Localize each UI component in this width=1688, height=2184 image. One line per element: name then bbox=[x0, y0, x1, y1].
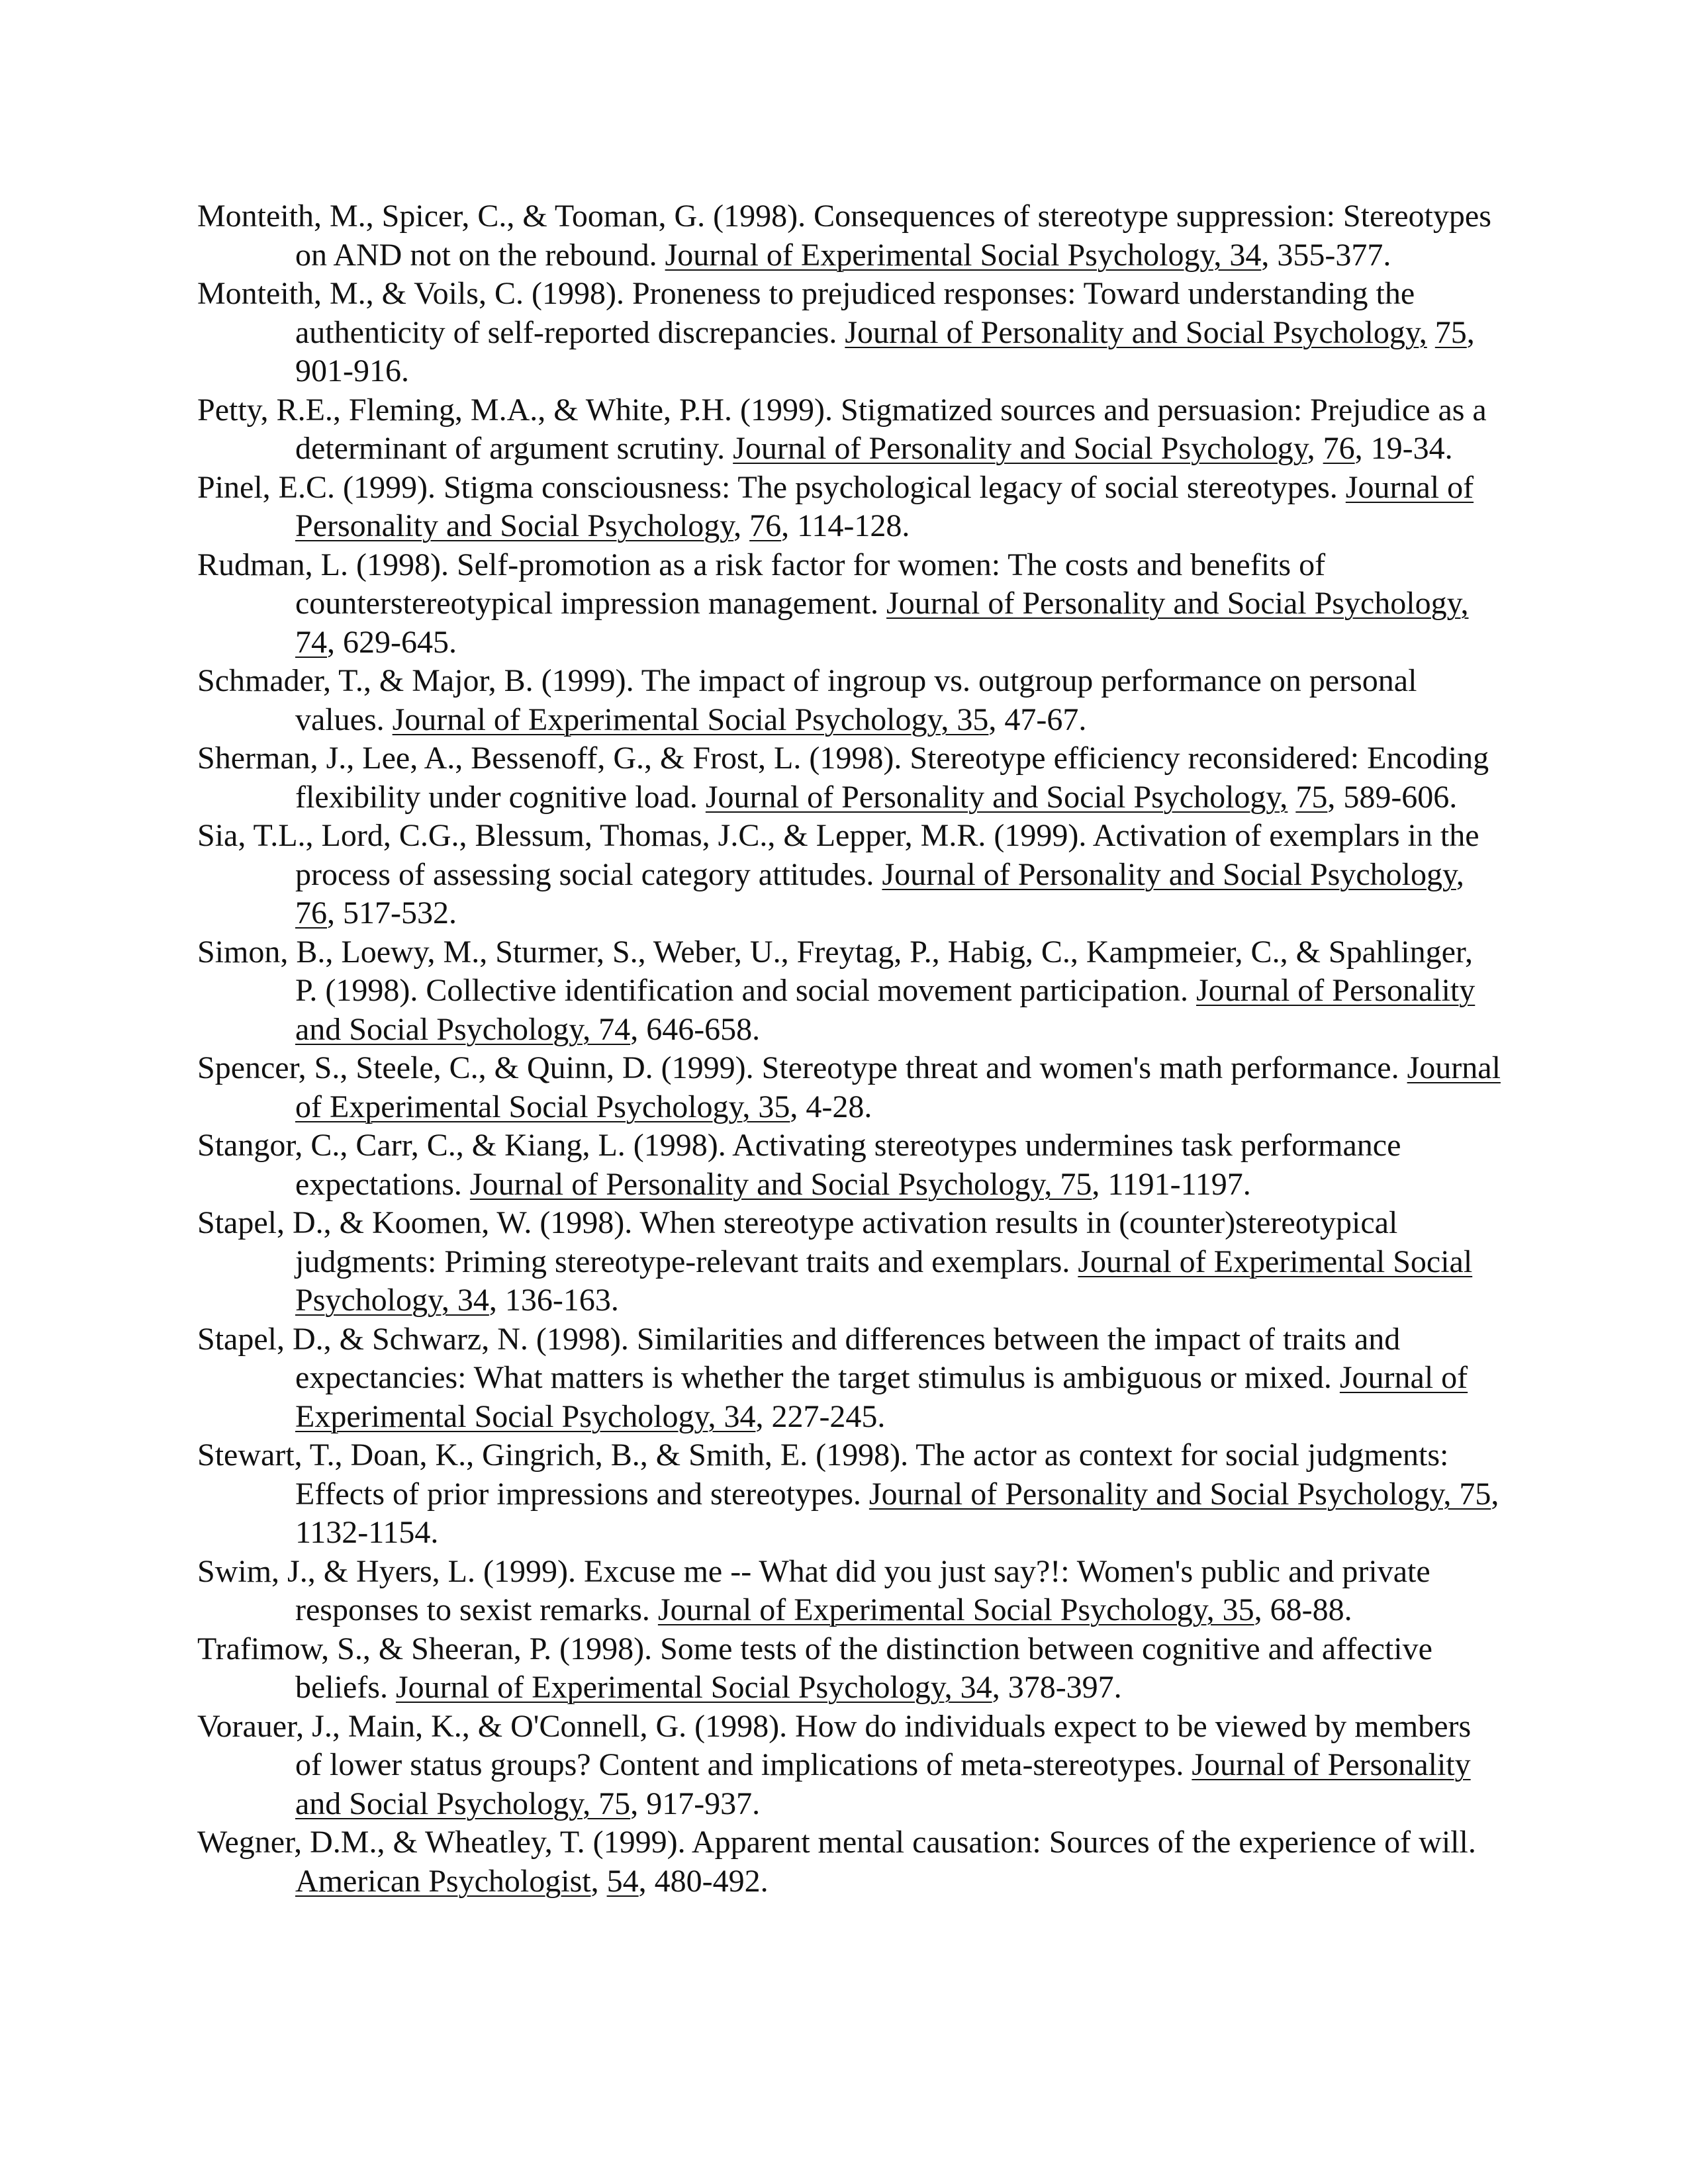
reference-text: Stangor, C., Carr, C., & Kiang, L. (1998). Activating stereotypes undermines task performance expectations. bbox=[197, 1128, 1401, 1202]
journal-volume: 54 bbox=[606, 1863, 639, 1899]
reference-entry bbox=[197, 662, 1501, 739]
reference-pages: , 114-128. bbox=[781, 508, 910, 543]
reference-text: Simon, B., Loewy, M., Sturmer, S., Weber, U., Freytag, P., Habig, C., Kampmeier, C., & Spahlinger, P. (1998). Collective identification and social movement participation. bbox=[197, 934, 1473, 1008]
reference-entry bbox=[197, 1204, 1501, 1320]
journal-title: Journal of Experimental Social Psychology, 35 bbox=[392, 702, 989, 737]
reference-text: Rudman, L. (1998). Self-promotion as a risk factor for women: The costs and benefits of counterstereotypical impression management. bbox=[197, 547, 1326, 621]
reference-entry bbox=[197, 1630, 1501, 1707]
reference-pages: , 68-88. bbox=[1254, 1592, 1352, 1627]
reference-text: Monteith, M., Spicer, C., & Tooman, G. (1998). Consequences of stereotype suppression: Stereotypes on AND not on the rebound. bbox=[197, 199, 1491, 273]
reference-entry bbox=[197, 275, 1501, 391]
reference-separator bbox=[1288, 780, 1295, 815]
journal-title: Journal of Personality and Social Psychology, 74 bbox=[295, 586, 1469, 660]
reference-text: Stewart, T., Doan, K., Gingrich, B., & Smith, E. (1998). The actor as context for social judgments: Effects of prior impressions and stereotypes. bbox=[197, 1437, 1449, 1512]
reference-pages: , 480-492. bbox=[638, 1863, 769, 1899]
reference-entry bbox=[197, 739, 1501, 817]
journal-title: Journal of Experimental Social Psychology, 35 bbox=[295, 1050, 1501, 1124]
reference-text: Vorauer, J., Main, K., & O'Connell, G. (1998). How do individuals expect to be viewed by members of lower status groups? Content and implications of meta-stereotypes. bbox=[197, 1708, 1472, 1782]
reference-entry bbox=[197, 1823, 1501, 1901]
reference-entry bbox=[197, 1049, 1501, 1126]
journal-title: Journal of Personality and Social Psychology, 75 bbox=[469, 1166, 1092, 1202]
reference-entry bbox=[197, 546, 1501, 662]
reference-entry bbox=[197, 1707, 1501, 1824]
reference-entry bbox=[197, 1436, 1501, 1553]
reference-text: Monteith, M., & Voils, C. (1998). Proneness to prejudiced responses: Toward understanding the authenticity of self-reported discrepancies. bbox=[197, 276, 1415, 350]
reference-list bbox=[197, 197, 1501, 1901]
reference-text: Sherman, J., Lee, A., Bessenoff, G., & Frost, L. (1998). Stereotype efficiency reconsidered: Encoding flexibility under cognitive load. bbox=[197, 741, 1489, 815]
reference-text: Swim, J., & Hyers, L. (1999). Excuse me -- What did you just say?!: Women's public and private responses to sexist remarks. bbox=[197, 1553, 1430, 1627]
reference-entry bbox=[197, 469, 1501, 546]
reference-pages: , 589-606. bbox=[1327, 779, 1458, 815]
reference-pages: , 355-377. bbox=[1261, 237, 1391, 273]
reference-pages: , 917-937. bbox=[630, 1786, 761, 1821]
journal-title: Journal of Experimental Social Psychology, 35 bbox=[657, 1592, 1254, 1627]
reference-entry bbox=[197, 1553, 1501, 1630]
reference-entry bbox=[197, 1126, 1501, 1204]
reference-pages: , 646-658. bbox=[630, 1011, 761, 1047]
reference-text: Petty, R.E., Fleming, M.A., & White, P.H. (1999). Stigmatized sources and persuasion: Prejudice as a determinant of argument scrutiny. bbox=[197, 392, 1487, 466]
reference-separator: , bbox=[733, 508, 750, 543]
reference-text: Schmader, T., & Major, B. (1999). The impact of ingroup vs. outgroup performance on personal values. bbox=[197, 663, 1417, 737]
journal-title: Journal of Personality and Social Psychology, bbox=[705, 779, 1288, 815]
journal-title: Journal of Personality and Social Psychology bbox=[733, 431, 1307, 466]
reference-pages: , 1191-1197. bbox=[1092, 1166, 1251, 1202]
journal-title: Journal of Experimental Social Psychology, 34 bbox=[395, 1670, 992, 1705]
reference-pages: , 378-397. bbox=[992, 1670, 1122, 1705]
reference-separator: , bbox=[1456, 856, 1464, 892]
reference-text: Pinel, E.C. (1999). Stigma consciousness: The psychological legacy of social stereotypes. bbox=[197, 469, 1346, 505]
journal-volume: 76 bbox=[1323, 431, 1355, 466]
reference-pages: , 19-34. bbox=[1354, 431, 1453, 466]
reference-entry bbox=[197, 933, 1501, 1050]
reference-pages: , 227-245. bbox=[755, 1398, 886, 1434]
reference-text: Sia, T.L., Lord, C.G., Blessum, Thomas, J.C., & Lepper, M.R. (1999). Activation of exemplars in the process of assessing social category attitudes. bbox=[197, 818, 1479, 892]
journal-title: Journal of Experimental Social Psychology, 34 bbox=[665, 237, 1262, 273]
reference-text: Stapel, D., & Koomen, W. (1998). When stereotype activation results in (counter)stereotypical judgments: Priming stereotype-relevant traits and exemplars. bbox=[197, 1205, 1398, 1279]
reference-pages: , 47-67. bbox=[988, 702, 1087, 737]
journal-title: Journal of Personality and Social Psychology, 75 bbox=[295, 1747, 1471, 1821]
reference-entry bbox=[197, 391, 1501, 469]
journal-volume: 76 bbox=[295, 895, 327, 931]
reference-separator: , bbox=[590, 1863, 607, 1899]
reference-entry bbox=[197, 1320, 1501, 1437]
journal-title: Journal of Personality and Social Psychology bbox=[295, 469, 1474, 543]
journal-volume: 76 bbox=[749, 508, 782, 543]
journal-title: American Psychologist bbox=[295, 1863, 591, 1899]
reference-text: Trafimow, S., & Sheeran, P. (1998). Some tests of the distinction between cognitive and affective beliefs. bbox=[197, 1631, 1432, 1705]
journal-title: Journal of Experimental Social Psychology, 34 bbox=[295, 1244, 1473, 1318]
reference-pages: , 629-645. bbox=[327, 624, 457, 660]
journal-title: Journal of Personality and Social Psychology, bbox=[845, 314, 1427, 350]
reference-pages: , 136-163. bbox=[489, 1283, 619, 1318]
journal-title: Journal of Personality and Social Psychology bbox=[882, 856, 1456, 892]
reference-text: Stapel, D., & Schwarz, N. (1998). Similarities and differences between the impact of traits and expectancies: What matters is whether the target stimulus is ambiguous or mixed. bbox=[197, 1321, 1401, 1395]
reference-pages: , 1132-1154. bbox=[295, 1476, 1499, 1550]
journal-volume: 75 bbox=[1295, 779, 1328, 815]
reference-separator: , bbox=[1307, 431, 1323, 466]
reference-text: Wegner, D.M., & Wheatley, T. (1999). Apparent mental causation: Sources of the experience of will. bbox=[197, 1825, 1476, 1860]
reference-entry bbox=[197, 817, 1501, 933]
reference-pages: , 4-28. bbox=[790, 1089, 872, 1124]
journal-volume: 75 bbox=[1434, 314, 1467, 350]
reference-separator bbox=[1427, 315, 1435, 350]
journal-title: Journal of Personality and Social Psychology, 75 bbox=[868, 1476, 1491, 1512]
journal-title: Journal of Experimental Social Psychology, 34 bbox=[295, 1360, 1468, 1434]
reference-pages: , 901-916. bbox=[295, 314, 1475, 388]
reference-entry bbox=[197, 197, 1501, 275]
reference-text: Spencer, S., Steele, C., & Quinn, D. (1999). Stereotype threat and women's math performance. bbox=[197, 1050, 1407, 1085]
journal-title: Journal of Personality and Social Psychology, 74 bbox=[295, 973, 1476, 1047]
reference-pages: , 517-532. bbox=[327, 895, 457, 931]
